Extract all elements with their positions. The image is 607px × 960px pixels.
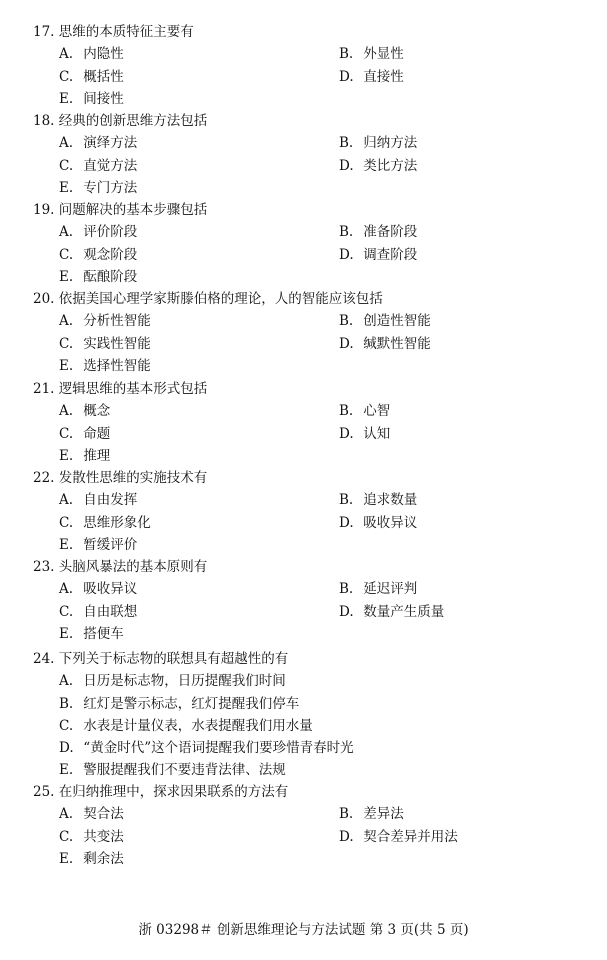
option-c [59,826,339,848]
question-25 [33,781,593,870]
option-text: 直接性 [363,68,404,85]
option-text: 演绎方法 [83,135,138,152]
option-text: 搭便车 [83,625,124,642]
option-key: A. [59,806,74,823]
option-b [339,803,599,825]
option-text: 警服提醒我们不要违背法律、法规 [83,762,286,779]
question-text: 下列关于标志物的联想具有超越性的有 [58,651,289,667]
option-e [59,88,339,110]
option-key: C. [59,68,74,85]
option-key: E. [59,357,74,374]
option-key: C. [59,828,74,845]
option-e [59,759,579,781]
question-stem [33,21,593,43]
option-text: 调查阶段 [363,246,418,263]
option-c [59,512,339,534]
option-key: C. [59,425,74,442]
option-text: 契合差异并用法 [363,828,458,845]
option-text: 追求数量 [363,492,418,509]
option-text: 间接性 [83,90,124,107]
question-18 [33,110,593,199]
option-key: E. [59,536,74,553]
option-c [59,66,339,88]
option-c [59,155,339,177]
option-text: 认知 [363,425,391,442]
question-20 [33,288,593,377]
question-17 [33,21,593,110]
option-b [339,489,599,511]
option-d [339,155,599,177]
option-e [59,355,339,377]
option-text: 思维形象化 [83,514,151,531]
option-text: 概念 [83,403,111,420]
option-key: E. [59,90,74,107]
option-d [339,423,599,445]
question-22 [33,467,593,556]
option-text: 差异法 [363,806,404,823]
option-key: B. [339,403,354,420]
option-c [59,244,339,266]
option-text: 吸收异议 [83,581,138,598]
question-number: 21. [33,381,55,397]
option-b [339,221,599,243]
option-key: B. [339,313,354,330]
option-key: C. [59,514,74,531]
option-key: A. [59,403,74,420]
option-key: D. [339,828,354,845]
option-key: A. [59,673,74,690]
option-text: 分析性智能 [83,313,151,330]
option-text: 契合法 [83,806,124,823]
question-21 [33,378,593,467]
option-a [59,221,339,243]
option-text: 专门方法 [83,179,138,196]
option-text: 延迟评判 [363,581,418,598]
question-stem [33,648,593,670]
question-text: 发散性思维的实施技术有 [58,470,208,486]
question-number: 24. [33,651,55,667]
question-number: 17. [33,24,55,40]
option-key: A. [59,581,74,598]
option-d [339,601,599,623]
option-d [59,737,579,759]
option-key: D. [339,246,354,263]
option-text: 实践性智能 [83,335,151,352]
option-text: 推理 [83,447,111,464]
option-key: D. [59,740,74,757]
option-text: 共变法 [83,828,124,845]
option-key: E. [59,179,74,196]
option-key: B. [59,695,74,712]
option-text: 红灯是警示标志，红灯提醒我们停车 [83,695,300,712]
option-list [59,803,593,870]
question-text: 依据美国心理学家斯滕伯格的理论，人的智能应该包括 [58,291,383,307]
option-text: 暂缓评价 [83,536,138,553]
option-key: C. [59,335,74,352]
option-text: 日历是标志物，日历提醒我们时间 [83,673,286,690]
option-key: E. [59,850,74,867]
option-text: 水表是计量仪表，水表提醒我们用水量 [83,717,313,734]
option-text: 命题 [83,425,111,442]
option-c [59,715,579,737]
page-footer: 浙 03298＃ 创新思维理论与方法试题 第 3 页(共 5 页) [138,922,469,938]
option-a [59,43,339,65]
option-b [339,578,599,600]
option-key: D. [339,157,354,174]
option-key: B. [339,581,354,598]
option-c [59,333,339,355]
option-text: “黄金时代”这个语词提醒我们要珍惜青春时光 [83,740,354,757]
option-list [59,310,593,377]
option-b [59,693,579,715]
question-number: 18. [33,113,55,129]
question-23 [33,556,593,645]
option-key: C. [59,157,74,174]
question-number: 23. [33,559,55,575]
option-key: A. [59,492,74,509]
question-stem [33,378,593,400]
question-number: 20. [33,291,55,307]
option-e [59,623,339,645]
option-key: D. [339,335,354,352]
option-key: B. [339,492,354,509]
option-key: A. [59,224,74,241]
option-text: 剩余法 [83,850,124,867]
option-d [339,826,599,848]
question-24 [33,648,593,782]
option-list [59,578,593,645]
option-key: B. [339,806,354,823]
option-key: E. [59,447,74,464]
option-text: 直觉方法 [83,157,138,174]
option-a [59,400,339,422]
option-text: 类比方法 [363,157,418,174]
option-d [339,333,599,355]
option-text: 酝酿阶段 [83,268,138,285]
option-d [339,66,599,88]
question-stem [33,556,593,578]
option-key: C. [59,246,74,263]
option-e [59,848,339,870]
option-key: E. [59,268,74,285]
question-text: 在归纳推理中，探求因果联系的方法有 [58,784,289,800]
option-key: A. [59,313,74,330]
question-19 [33,199,593,288]
option-b [339,310,599,332]
option-e [59,445,339,467]
option-text: 内隐性 [83,46,124,63]
question-stem [33,110,593,132]
option-text: 缄默性智能 [363,335,431,352]
option-text: 准备阶段 [363,224,418,241]
option-a [59,670,579,692]
option-list [59,670,593,781]
question-stem [33,467,593,489]
option-key: A. [59,135,74,152]
question-stem [33,199,593,221]
option-key: D. [339,603,354,620]
option-text: 选择性智能 [83,357,151,374]
option-text: 评价阶段 [83,224,138,241]
option-c [59,423,339,445]
option-list [59,489,593,556]
option-key: C. [59,603,74,620]
option-e [59,266,339,288]
option-d [339,512,599,534]
option-text: 吸收异议 [363,514,418,531]
option-a [59,132,339,154]
option-b [339,132,599,154]
option-text: 概括性 [83,68,124,85]
option-key: C. [59,717,74,734]
question-stem [33,288,593,310]
question-text: 头脑风暴法的基本原则有 [58,559,208,575]
option-key: D. [339,514,354,531]
option-text: 外显性 [363,46,404,63]
option-key: A. [59,46,74,63]
question-number: 22. [33,470,55,486]
option-key: E. [59,762,74,779]
option-list [59,400,593,467]
option-a [59,489,339,511]
question-stem [33,781,593,803]
option-d [339,244,599,266]
option-key: B. [339,224,354,241]
question-number: 19. [33,202,55,218]
question-text: 经典的创新思维方法包括 [58,113,208,129]
option-text: 观念阶段 [83,246,138,263]
option-a [59,310,339,332]
option-b [339,400,599,422]
option-list [59,132,593,199]
option-c [59,601,339,623]
question-number: 25. [33,784,55,800]
option-key: D. [339,68,354,85]
option-text: 归纳方法 [363,135,418,152]
question-text: 问题解决的基本步骤包括 [58,202,208,218]
option-list [59,43,593,110]
option-key: D. [339,425,354,442]
question-text: 逻辑思维的基本形式包括 [58,381,208,397]
option-key: E. [59,625,74,642]
question-text: 思维的本质特征主要有 [58,24,194,40]
option-b [339,43,599,65]
option-text: 心智 [363,403,391,420]
option-text: 自由联想 [83,603,138,620]
option-e [59,177,339,199]
option-text: 创造性智能 [363,313,431,330]
option-e [59,534,339,556]
option-key: B. [339,135,354,152]
option-text: 自由发挥 [83,492,138,509]
option-key: B. [339,46,354,63]
option-list [59,221,593,288]
option-text: 数量产生质量 [363,603,445,620]
option-a [59,578,339,600]
option-a [59,803,339,825]
